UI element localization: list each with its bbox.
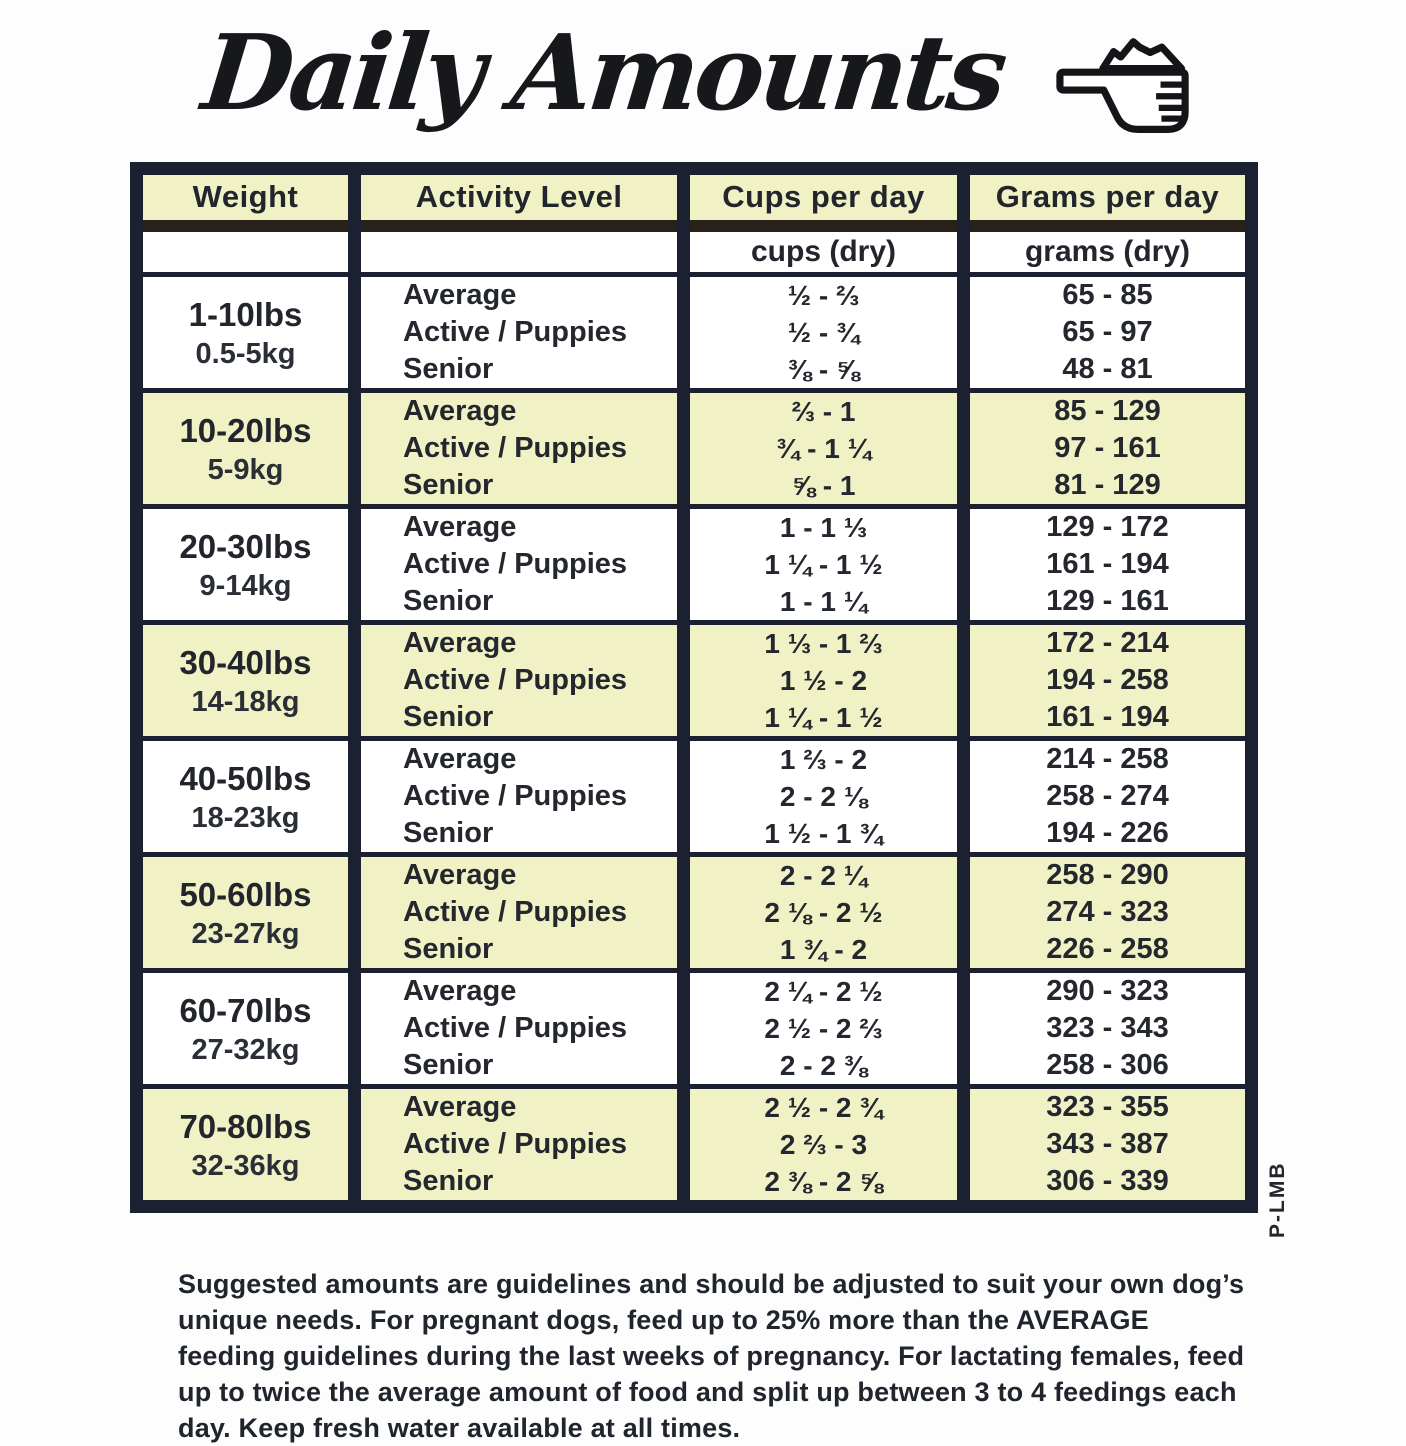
column-header-cups: Cups per day [684,169,964,226]
cups-cell [684,971,964,1087]
cups-value: 1 ⅔ - 2 [779,744,868,775]
weight-kg: 9-14kg [199,569,292,602]
cups-value: ⅜ - ⅝ [787,354,860,385]
weight-lbs: 40-50lbs [179,759,312,797]
activity-label: Average [403,279,517,311]
grams-value: 258 - 290 [1046,859,1169,891]
table-row [137,507,1252,623]
weight-lbs: 10-20lbs [179,411,312,449]
table-row [137,971,1252,1087]
page-header [0,0,1406,155]
grams-cell [964,507,1252,623]
activity-cell [355,507,684,623]
cups-value: 1 ¼ - 1 ½ [764,549,883,580]
subheader-weight-empty [137,226,355,275]
activity-label: Active / Puppies [403,548,628,580]
weight-lbs: 20-30lbs [179,527,312,565]
grams-value: 161 - 194 [1046,548,1169,580]
table-subheader-row [137,226,1252,275]
activity-label: Average [403,859,517,891]
cups-cell [684,275,964,391]
weight-lbs: 60-70lbs [179,991,312,1029]
weight-lbs: 50-60lbs [179,875,312,913]
grams-value: 258 - 306 [1046,1049,1169,1081]
weight-cell [137,507,355,623]
activity-label: Average [403,1091,517,1123]
activity-cell [355,855,684,971]
activity-label: Active / Puppies [403,432,628,464]
column-header-activity: Activity Level [355,169,684,226]
weight-cell [137,971,355,1087]
activity-cell [355,1087,684,1207]
activity-cell [355,391,684,507]
grams-value: 172 - 214 [1046,627,1169,659]
table-row [137,275,1252,391]
activity-label: Active / Puppies [403,1128,628,1160]
grams-cell [964,623,1252,739]
weight-lbs: 1-10lbs [188,295,303,333]
grams-value: 290 - 323 [1046,975,1169,1007]
cups-cell [684,507,964,623]
activity-label: Senior [403,353,494,385]
cups-value: 1 - 1 ¼ [779,586,868,617]
activity-label: Active / Puppies [403,1012,628,1044]
grams-value: 129 - 172 [1046,511,1169,543]
cups-value: 2 - 2 ¼ [779,860,868,891]
cups-value: 1 ¼ - 1 ½ [764,702,883,733]
grams-value: 258 - 274 [1046,780,1169,812]
cups-value: ½ - ¾ [787,317,860,348]
cups-value: 2 ⅛ - 2 ½ [764,897,883,928]
activity-label: Senior [403,1165,494,1197]
grams-value: 65 - 97 [1062,316,1153,348]
column-header-weight: Weight [137,169,355,226]
table-row [137,1087,1252,1207]
grams-cell [964,971,1252,1087]
grams-cell [964,855,1252,971]
measuring-scoop-icon [1051,26,1203,138]
activity-label: Active / Puppies [403,780,628,812]
weight-kg: 27-32kg [191,1033,300,1066]
feeding-guide-table [130,162,1258,1213]
cups-value: 1 ¾ - 2 [779,934,868,965]
cups-cell [684,739,964,855]
cups-value: ½ - ⅔ [787,280,860,311]
activity-label: Senior [403,469,494,501]
weight-lbs: 30-40lbs [179,643,312,681]
weight-cell [137,1087,355,1207]
cups-value: 1 ⅓ - 1 ⅔ [764,628,883,659]
cups-value: ⅝ - 1 [791,470,856,501]
subheader-grams-dry: grams (dry) [964,226,1252,275]
cups-value: 2 - 2 ⅛ [779,781,868,812]
activity-label: Active / Puppies [403,896,628,928]
product-code-label: P-LMB [1266,1161,1289,1238]
activity-label: Senior [403,1049,494,1081]
weight-kg: 5-9kg [207,453,284,486]
grams-value: 85 - 129 [1054,395,1161,427]
activity-label: Senior [403,585,494,617]
grams-cell [964,1087,1252,1207]
grams-value: 323 - 343 [1046,1012,1169,1044]
table-row [137,391,1252,507]
subheader-activity-empty [355,226,684,275]
grams-value: 65 - 85 [1062,279,1153,311]
grams-cell [964,739,1252,855]
cups-value: ¾ - 1 ¼ [776,433,871,464]
table-header-row [137,169,1252,226]
grams-value: 129 - 161 [1046,585,1169,617]
weight-kg: 18-23kg [191,801,300,834]
activity-cell [355,623,684,739]
grams-value: 306 - 339 [1046,1165,1169,1197]
cups-value: 2 ½ - 2 ⅔ [764,1013,883,1044]
grams-cell [964,275,1252,391]
weight-kg: 32-36kg [191,1149,300,1182]
subheader-cups-dry: cups (dry) [684,226,964,275]
cups-value: 2 ⅔ - 3 [779,1129,868,1160]
grams-value: 343 - 387 [1046,1128,1169,1160]
weight-kg: 23-27kg [191,917,300,950]
grams-value: 226 - 258 [1046,933,1169,965]
cups-value: 1 ½ - 1 ¾ [764,818,883,849]
grams-value: 214 - 258 [1046,743,1169,775]
cups-value: 2 ½ - 2 ¾ [764,1092,883,1123]
cups-cell [684,1087,964,1207]
column-header-grams: Grams per day [964,169,1252,226]
grams-value: 194 - 258 [1046,664,1169,696]
activity-cell [355,275,684,391]
table-row [137,739,1252,855]
grams-value: 194 - 226 [1046,817,1169,849]
grams-value: 161 - 194 [1046,701,1169,733]
cups-cell [684,855,964,971]
activity-label: Senior [403,933,494,965]
cups-value: ⅔ - 1 [791,396,856,427]
activity-cell [355,971,684,1087]
cups-cell [684,391,964,507]
weight-lbs: 70-80lbs [179,1107,312,1145]
activity-label: Senior [403,701,494,733]
weight-kg: 0.5-5kg [195,337,296,370]
weight-kg: 14-18kg [191,685,300,718]
grams-value: 48 - 81 [1062,353,1153,385]
feeding-guidelines-note: Suggested amounts are guidelines and should be adjusted to suit your own dog’s unique needs. For pregnant dogs, feed up to 25% more than the AVERAGE feeding guidelines during the last weeks of pregnancy. For lactating females, feed up to twice the average amount of food and split up between 3 to 4 feedings each day. Keep fresh water available at all times. [178,1269,1245,1443]
activity-label: Active / Puppies [403,316,628,348]
weight-cell [137,623,355,739]
grams-cell [964,391,1252,507]
weight-cell [137,275,355,391]
grams-value: 81 - 129 [1054,469,1161,501]
grams-value: 274 - 323 [1046,896,1169,928]
activity-label: Average [403,627,517,659]
cups-value: 1 ½ - 2 [779,665,868,696]
weight-cell [137,855,355,971]
cups-cell [684,623,964,739]
cups-value: 2 ⅜ - 2 ⅝ [764,1166,883,1197]
page-title: Daily Amounts [197,11,1010,134]
cups-value: 1 - 1 ⅓ [779,512,868,543]
grams-value: 323 - 355 [1046,1091,1169,1123]
activity-cell [355,739,684,855]
activity-label: Average [403,511,517,543]
weight-cell [137,391,355,507]
activity-label: Senior [403,817,494,849]
table-row [137,855,1252,971]
table-row [137,623,1252,739]
grams-value: 97 - 161 [1054,432,1161,464]
cups-value: 2 ¼ - 2 ½ [764,976,883,1007]
cups-value: 2 - 2 ⅜ [779,1050,868,1081]
weight-cell [137,739,355,855]
activity-label: Average [403,395,517,427]
activity-label: Active / Puppies [403,664,628,696]
activity-label: Average [403,743,517,775]
activity-label: Average [403,975,517,1007]
